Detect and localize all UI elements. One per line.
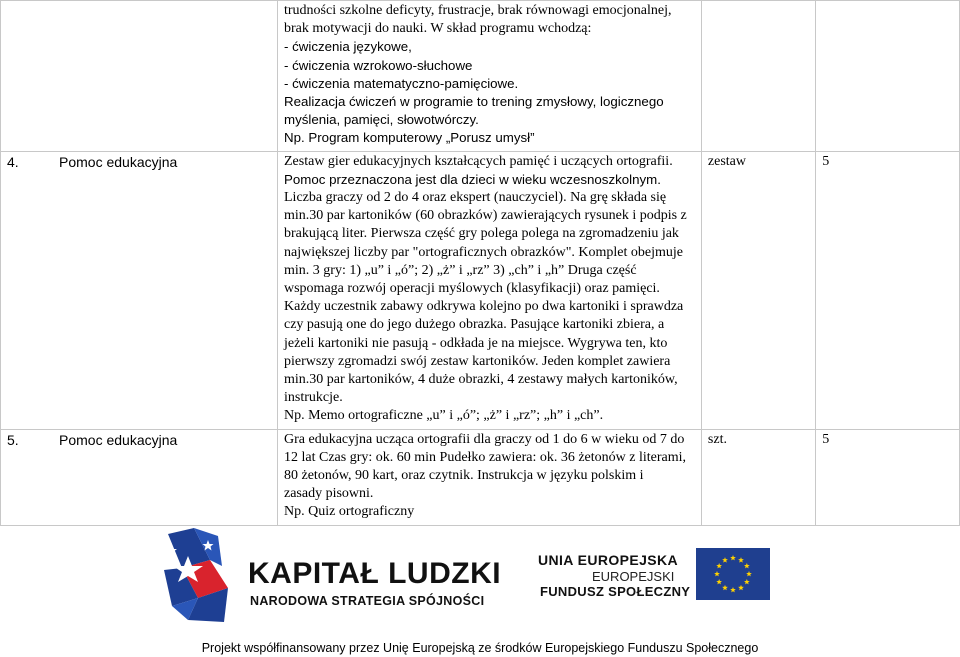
description-line: największej liczby par "ortograficznych obrazków". Komplet obejmuje <box>284 244 684 260</box>
description-cell <box>278 1 702 152</box>
table-row <box>1 151 960 429</box>
description-line: Np. Memo ortograficzne „u” i „ó”; „ż” i „rz”; „h” i „ch”. <box>284 408 604 424</box>
description-line: - ćwiczenia wzrokowo-słuchowe <box>284 57 473 73</box>
description-line: czy pasują one do jego dużego obrazka. Pasujące kartoniki zbiera, a <box>284 317 665 333</box>
table-row <box>1 429 960 525</box>
item-name: Pomoc edukacyjna <box>59 431 178 448</box>
description-line: Każdy uczestnik zabawy odkrywa kolejno po dwa kartoniki i sprawdza <box>284 299 684 315</box>
description-line: Realizacja ćwiczeń w programie to trening zmysłowy, logicznego <box>284 94 664 110</box>
eu-flag-icon <box>696 548 770 600</box>
item-cell <box>1 1 278 152</box>
description-line: instrukcje. <box>284 390 343 406</box>
description-line: trudności szkolne deficyty, frustracje, brak równowagi emocjonalnej, <box>284 3 672 18</box>
eu-subtitle-1: EUROPEJSKI <box>592 569 675 584</box>
table-row <box>1 1 960 152</box>
unit-cell: zestaw <box>701 151 815 429</box>
description-line: Gra edukacyjna ucząca ortografii dla graczy od 1 do 6 w wieku od 7 do <box>284 431 685 447</box>
item-number: 4. <box>7 153 19 170</box>
description-line: Zestaw gier edukacyjnych kształcących pamięć i uczących ortografii. <box>284 153 673 169</box>
description-line: brak motywacji do nauki. W skład programu wchodzą: <box>284 21 592 37</box>
description-line: Np. Program komputerowy „Porusz umysł” <box>284 130 535 146</box>
description-line: Liczba graczy od 2 do 4 oraz ekspert (nauczyciel). Na grę składa się <box>284 190 667 206</box>
description-line: min.30 par kartoników, 4 duże obrazki, 4 zestawy małych kartoników, <box>284 372 678 388</box>
cofinancing-note: Projekt współfinansowany przez Unię Europejską ze środków Europejskiego Funduszu Społecznego <box>201 641 759 655</box>
kapital-ludzki-subtitle: NARODOWA STRATEGIA SPÓJNOŚCI <box>250 594 485 608</box>
description-line: myślenia, pamięci, słowotwórczy. <box>284 112 479 128</box>
eu-subtitle-2: FUNDUSZ SPOŁECZNY <box>540 584 691 599</box>
kapital-ludzki-title: KAPITAŁ LUDZKI <box>248 557 502 590</box>
description-line: Np. Quiz ortograficzny <box>284 504 415 520</box>
description-line: - ćwiczenia matematyczno-pamięciowe. <box>284 75 519 91</box>
description-cell <box>278 151 702 429</box>
description-line: min. 3 gry: 1) „u” i „ó”; 2) „ż” i „rz” 3) „ch” i „h” Druga część <box>284 262 637 278</box>
quantity-cell <box>816 1 960 152</box>
quantity-cell: 5 <box>816 151 960 429</box>
description-line: pierwszy zgromadzi swój zestaw kartoników. Jeden komplet zawiera <box>284 353 671 369</box>
description-cell <box>278 429 702 525</box>
description-line: brakującą liter. Pierwsza część gry polega polega na zgromadzeniu jak <box>284 226 679 242</box>
eu-title: UNIA EUROPEJSKA <box>538 552 679 568</box>
description-line: zasady pisowni. <box>284 486 374 502</box>
unit-cell <box>701 1 815 152</box>
description-line: 12 lat Czas gry: ok. 60 min Pudełko zawiera: ok. 36 żetonów z literami, <box>284 449 687 465</box>
description-line: wspomaga rozwój operacji myślowych (klasyfikacji) oraz pamięci. <box>284 281 660 297</box>
unit-cell: szt. <box>701 429 815 525</box>
description-line: Pomoc przeznaczona jest dla dzieci w wieku wczesnoszkolnym. <box>284 171 661 187</box>
item-cell <box>1 151 278 429</box>
table-body <box>1 1 960 526</box>
description-line: - ćwiczenia językowe, <box>284 39 412 55</box>
quantity-cell: 5 <box>816 429 960 525</box>
description-line: min.30 par kartoników (60 obrazków) zawierających rysunek i podpis z <box>284 208 687 224</box>
item-cell <box>1 429 278 525</box>
footer-logos <box>0 520 960 635</box>
item-name: Pomoc edukacyjna <box>59 153 178 170</box>
item-number: 5. <box>7 431 19 448</box>
description-line: 80 żetonów, 90 kart, oraz czytnik. Instrukcja w języku polskim i <box>284 468 644 484</box>
description-line: jeżeli kartoniki nie pasują - odkłada je na miejsce. Wygrywa ten, kto <box>284 335 668 351</box>
kapital-ludzki-logo-icon <box>158 526 238 626</box>
